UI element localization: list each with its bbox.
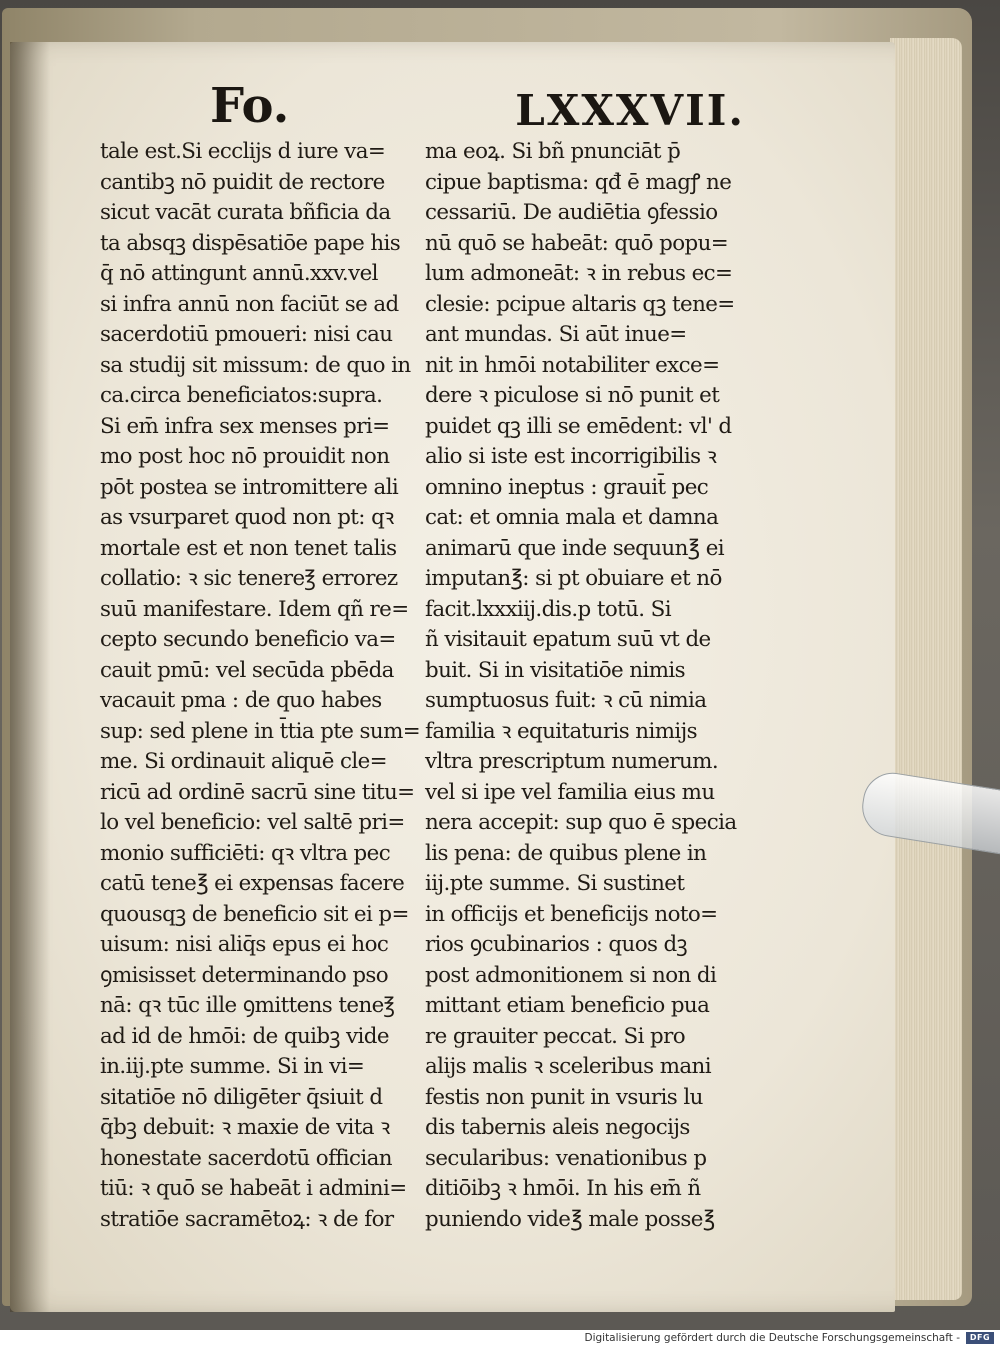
text-line: ma eoꝝ. Si bñ pnunciāt p̄ <box>425 139 681 164</box>
text-line: cantibꝫ nō puidit de rectore <box>100 169 385 195</box>
text-line: ant mundas. Si aūt inue= <box>425 322 687 347</box>
text-column-right <box>425 137 737 1235</box>
text-line: ta absqꝫ dispēsatiōe pape his <box>100 230 401 256</box>
text-line: q̄ nō attingunt annū.xxv.vel <box>100 261 378 286</box>
text-line: post admonitionem si non di <box>425 962 717 988</box>
text-line: me. Si ordinauit aliquē cle= <box>100 749 387 774</box>
text-line: festis non punit in vsuris lu <box>425 1084 703 1110</box>
text-line: ñ visitauit epatum suū vt de <box>425 627 711 652</box>
text-line: lis pena: de quibus plene in <box>425 840 707 866</box>
text-line: vel si ipe vel familia eius mu <box>425 779 715 805</box>
text-line: lum admoneāt: ꝛ in rebus ec= <box>425 261 733 286</box>
text-line: Si em̄ infra sex menses pri= <box>100 413 390 439</box>
folio-label: Fo. <box>210 78 290 134</box>
text-line: sa studij sit missum: de quo in <box>100 352 411 378</box>
text-line: si infra annū non faciūt se ad <box>100 291 399 317</box>
text-line: cat: et omnia mala et damna <box>425 505 719 530</box>
text-line: q̄bꝫ debuit: ꝛ maxie de vita ꝛ <box>100 1115 390 1140</box>
text-line: mittant etiam beneficio pua <box>425 993 710 1018</box>
text-line: dis tabernis aleis negocijs <box>425 1115 690 1140</box>
text-line: vacauit pma : de quo habes <box>100 688 382 713</box>
text-line: ꝯmisisset determinando pso <box>100 962 389 988</box>
text-line: secularibus: venationibus p <box>425 1145 707 1171</box>
text-line: dere ꝛ piculose si nō punit et <box>425 383 720 408</box>
text-line: animarū que inde sequun℥ ei <box>425 535 725 561</box>
text-line: mortale est et non tenet talis <box>100 535 397 561</box>
text-line: sumptuosus fuit: ꝛ cū nimia <box>425 688 707 713</box>
page-edges <box>890 38 962 1300</box>
text-line: quousqꝫ de beneficio sit ei p= <box>100 901 409 927</box>
text-line: monio sufficiēti: qꝛ vltra pec <box>100 840 391 866</box>
funding-credit: Digitalisierung gefördert durch die Deutsche Forschungsgemeinschaft - <box>584 1332 960 1344</box>
text-line: omnino ineptus : grauit̄ pec <box>425 474 709 500</box>
text-line: cepto secundo beneficio va= <box>100 627 396 652</box>
text-line: rios ꝯcubinarios : quos dꝫ <box>425 932 687 957</box>
text-line: cipue baptisma: qđ ē magꝭ ne <box>425 169 732 195</box>
text-line: stratiōe sacramētoꝝ: ꝛ de for <box>100 1206 394 1232</box>
page-gutter-shadow <box>10 42 50 1312</box>
folio-number: LXXXVII. <box>515 86 745 135</box>
text-line: nit in hmōi notabiliter exce= <box>425 352 720 378</box>
text-column-left <box>100 137 421 1235</box>
text-line: in officijs et beneficijs noto= <box>425 901 718 927</box>
text-line: tale est.Si ecclijs d iure va= <box>100 139 386 164</box>
text-line: re grauiter peccat. Si pro <box>425 1023 686 1049</box>
text-line: buit. Si in visitatiōe nimis <box>425 657 686 683</box>
text-line: sicut vacāt curata bñficia da <box>100 200 391 225</box>
text-line: nā: qꝛ tūc ille ꝯmittens tene℥ <box>100 993 395 1018</box>
text-line: imputan℥: si pt obuiare et nō <box>425 566 722 591</box>
text-line: alio si iste est incorrigibilis ꝛ <box>425 444 717 469</box>
text-line: honestate sacerdotū offician <box>100 1145 392 1171</box>
text-line: puniendo vide℥ male posse℥ <box>425 1206 715 1232</box>
text-line: catū tene℥ ei expensas facere <box>100 871 405 896</box>
text-line: ditiōibꝫ ꝛ hmōi. In his em̄ ñ <box>425 1176 701 1201</box>
text-line: ricū ad ordinē sacrū sine titu= <box>100 779 415 805</box>
text-line: uisum: nisi aliq̄s epus ei hoc <box>100 932 389 957</box>
text-line: iij.pte summe. Si sustinet <box>425 871 685 896</box>
text-line: puidet qꝫ illi se emēdent: vl' d <box>425 413 732 439</box>
text-line: familia ꝛ equitaturis nimijs <box>425 718 698 744</box>
text-line: clesie: pcipue altaris qꝫ tene= <box>425 291 735 317</box>
text-line: suū manifestare. Idem qñ re= <box>100 596 409 622</box>
text-line: cauit pmū: vel secūda pbēda <box>100 657 394 683</box>
text-line: pōt postea se intromittere ali <box>100 474 399 500</box>
text-line: in.iij.pte summe. Si in vi= <box>100 1054 365 1079</box>
text-line: alijs malis ꝛ sceleribus mani <box>425 1054 711 1079</box>
text-line: lo vel beneficio: vel saltē pri= <box>100 810 405 835</box>
text-line: collatio: ꝛ sic tenere℥ errorez <box>100 566 398 591</box>
text-line: as vsurparet quod non pt: qꝛ <box>100 505 394 530</box>
text-line: sitatiōe nō diligēter q̄siuit d <box>100 1084 383 1110</box>
text-line: facit.lxxxiij.dis.p totū. Si <box>425 596 671 622</box>
text-line: cessariū. De audiētia ꝯfessio <box>425 200 718 225</box>
text-line: vltra prescriptum numerum. <box>425 749 719 774</box>
text-line: nera accepit: sup quo ē specia <box>425 810 737 835</box>
text-line: sup: sed plene in t̄tia pte sum= <box>100 718 421 744</box>
text-line: nū quō se habeāt: quō popu= <box>425 230 729 256</box>
text-line: mo post hoc nō prouidit non <box>100 444 390 469</box>
dfg-logo: DFG <box>966 1332 994 1344</box>
text-line: sacerdotiū pmoueri: nisi cau <box>100 322 393 347</box>
text-line: ad id de hmōi: de quibꝫ vide <box>100 1023 389 1049</box>
text-line: tiū: ꝛ quō se habeāt i admini= <box>100 1176 407 1201</box>
text-line: ca.circa beneficiatos:supra. <box>100 383 383 408</box>
page-header <box>210 78 745 138</box>
